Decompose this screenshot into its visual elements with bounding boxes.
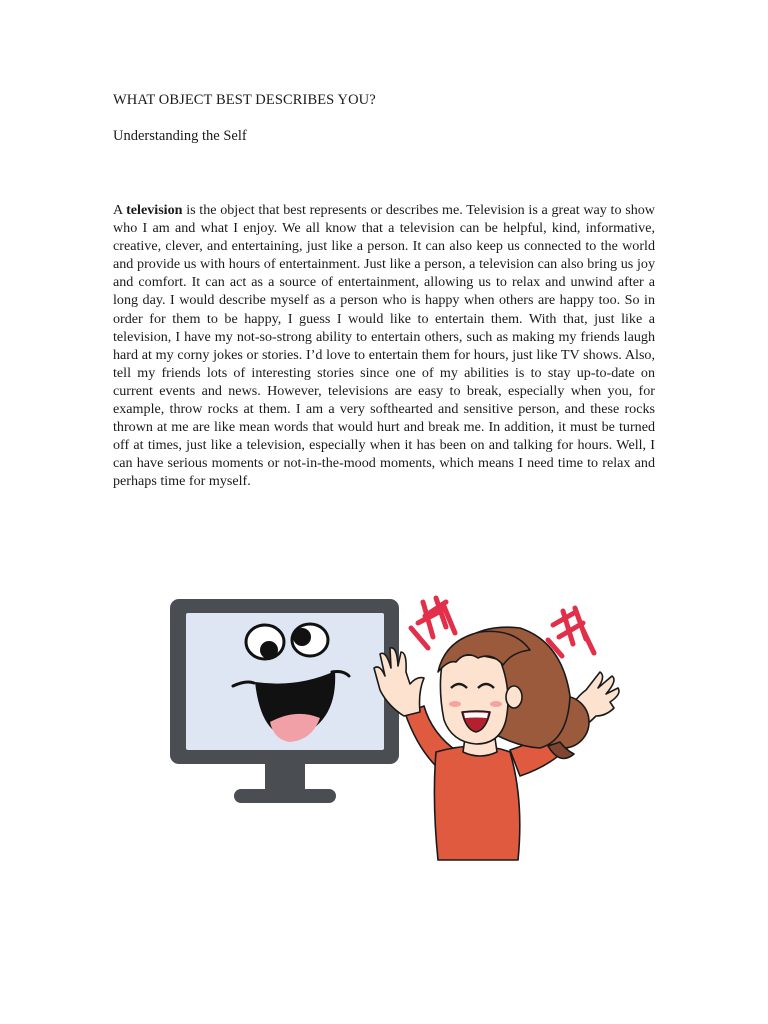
essay-lead-word: A	[113, 202, 127, 218]
tv-stand-base	[234, 789, 336, 803]
tv-girl-illustration	[165, 590, 635, 865]
essay-body: is the object that best represents or describes me. Television is a great way to show who I am and what I enjoy. We all know that a television can be helpful, kind, informative, creative, clever, and entertaining, just like a person. It can also keep us connected to the world and provide us with hours of entertainment. Just like a person, a television can also bring us joy and comfort. It can act as a source of entertainment, allowing us to relax and unwind after a long day. I would describe myself as a person who is happy when others are happy too. So in order for them to be happy, I guess I would like to entertain them. With that, just like a television, I have my not-so-strong ability to entertain others, such as making my friends laugh hard at my corny jokes or stories. I’d love to entertain them for hours, just like TV shows. Also, tell my friends lots of interesting stories since one of my abilities is to stay up-to-date on current events and news. However, televisions are easy to break, especially when you, for example, throw rocks at them. I am a very softhearted and sensitive person, and these rocks thrown at me are like mean words that would hurt and break me. In addition, it must be turned off at times, just like a television, especially when it has been on and talking for hours. Well, I can have serious moments or not-in-the-mood moments, which means I need time to relax and perhaps time for myself.	[113, 202, 655, 490]
cheering-girl-icon	[374, 627, 619, 860]
essay-bold-word: television	[126, 202, 183, 218]
essay-paragraph	[113, 201, 655, 491]
document-subtitle: Understanding the Self	[113, 128, 247, 144]
document-title: WHAT OBJECT BEST DESCRIBES YOU?	[113, 92, 376, 108]
smiling-tv-icon	[170, 599, 399, 803]
